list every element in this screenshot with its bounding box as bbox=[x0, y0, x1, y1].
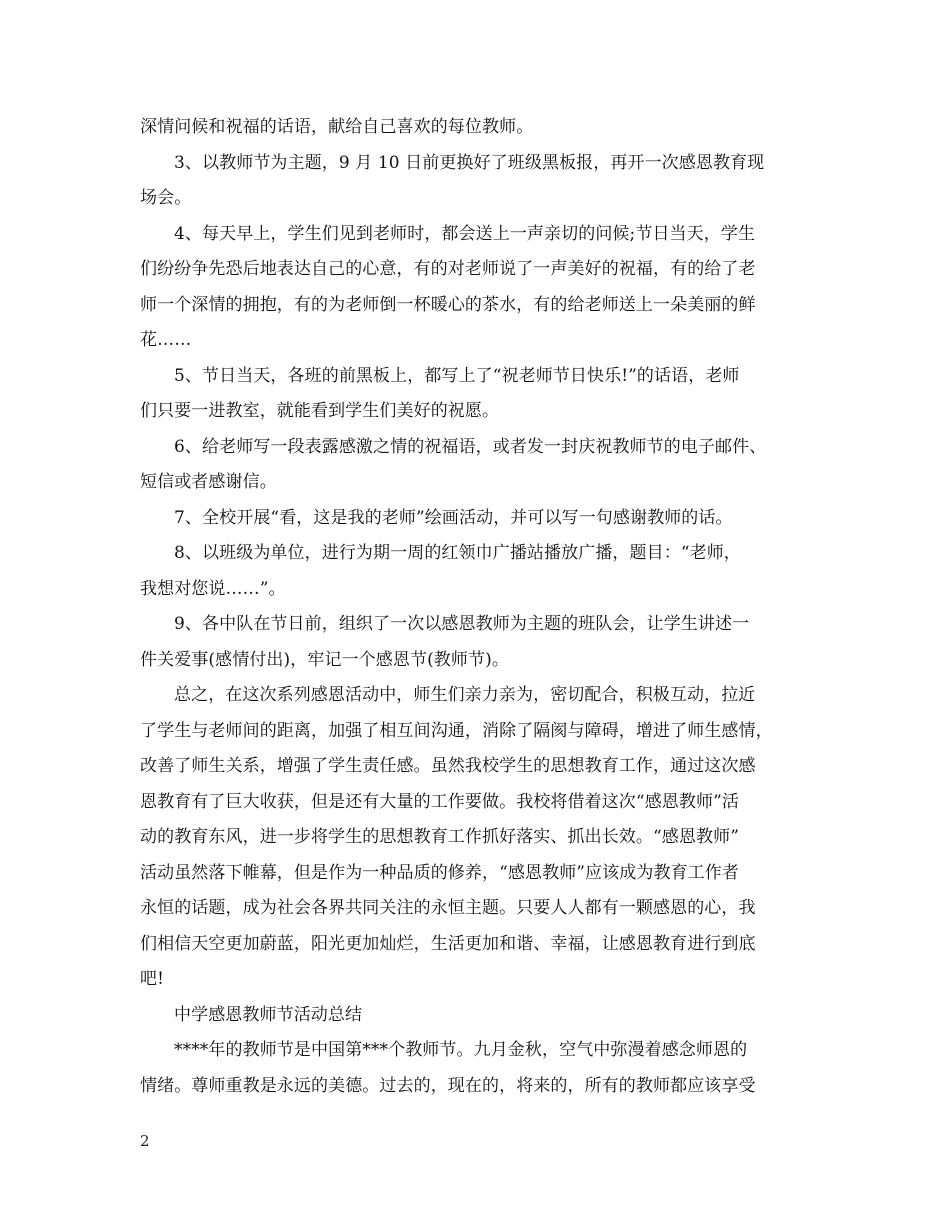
text-line: 6、给老师写一段表露感激之情的祝福语，或者发一封庆祝教师节的电子邮件、 bbox=[174, 436, 767, 457]
text-line: 4、每天早上，学生们见到老师时，都会送上一声亲切的问候;节日当天，学生 bbox=[174, 223, 756, 244]
text-line: 动的教育东风，进一步将学生的思想教育工作抓好落实、抓出长效。“感恩教师” bbox=[140, 827, 739, 847]
text-line: 们只要一进教室，就能看到学生们美好的祝愿。 bbox=[140, 401, 500, 421]
text-line: 了学生与老师间的距离，加强了相互间沟通，消除了隔阂与障碍，增进了师生感情， bbox=[140, 720, 773, 741]
text-line: 吧! bbox=[140, 969, 165, 989]
text-line: 们纷纷争先恐后地表达自己的心意，有的对老师说了一声美好的祝福，有的给了老 bbox=[140, 259, 756, 279]
text-line: 总之，在这次系列感恩活动中，师生们亲力亲为，密切配合，积极互动，拉近 bbox=[174, 685, 756, 705]
text-line: 件关爱事(感情付出)，牢记一个感恩节(教师节)。 bbox=[140, 649, 509, 670]
text-line: 9、各中队在节日前，组织了一次以感恩教师为主题的班队会，让学生讲述一 bbox=[174, 614, 750, 634]
text-line: 5、节日当天，各班的前黑板上，都写上了“祝老师节日快乐!”的话语，老师 bbox=[174, 365, 740, 386]
page-number: 2 bbox=[140, 1132, 150, 1150]
text-line: 7、全校开展“看，这是我的老师”绘画活动，并可以写一句感谢教师的话。 bbox=[174, 507, 733, 528]
text-line: 3、以教师节为主题，9 月 10 日前更换好了班级黑板报，再开一次感恩教育现 bbox=[174, 152, 765, 173]
section-title: 中学感恩教师节活动总结 bbox=[174, 1004, 363, 1025]
text-line: 场会。 bbox=[140, 188, 192, 208]
text-line: ****年的教师节是中国第***个教师节。九月金秋，空气中弥漫着感念师恩的 bbox=[174, 1040, 748, 1060]
document-body bbox=[140, 110, 812, 1104]
text-line: 师一个深情的拥抱，有的为老师倒一杯暖心的茶水，有的给老师送上一朵美丽的鲜 bbox=[140, 294, 756, 315]
text-line: 改善了师生关系，增强了学生责任感。虽然我校学生的思想教育工作，通过这次感 bbox=[140, 756, 756, 776]
text-line: 花…… bbox=[140, 330, 192, 350]
text-line: 永恒的话题，成为社会各界共同关注的永恒主题。只要人人都有一颗感恩的心，我 bbox=[140, 898, 756, 918]
text-line: 我想对您说……”。 bbox=[140, 578, 286, 599]
text-line: 们相信天空更加蔚蓝，阳光更加灿烂，生活更加和谐、幸福，让感恩教育进行到底 bbox=[140, 933, 756, 954]
text-line: 深情问候和祝福的话语，献给自己喜欢的每位教师。 bbox=[140, 117, 534, 137]
text-line: 短信或者感谢信。 bbox=[140, 472, 277, 492]
text-line: 恩教育有了巨大收获，但是还有大量的工作要做。我校将借着这次“感恩教师”活 bbox=[140, 791, 739, 812]
text-line: 8、以班级为单位，进行为期一周的红领巾广播站播放广播，题目：“老师， bbox=[174, 543, 741, 563]
text-line: 情绪。尊师重教是永远的美德。过去的，现在的，将来的，所有的教师都应该享受 bbox=[140, 1075, 756, 1096]
text-line: 活动虽然落下帷幕，但是作为一种品质的修养，“感恩教师”应该成为教育工作者 bbox=[140, 862, 739, 883]
